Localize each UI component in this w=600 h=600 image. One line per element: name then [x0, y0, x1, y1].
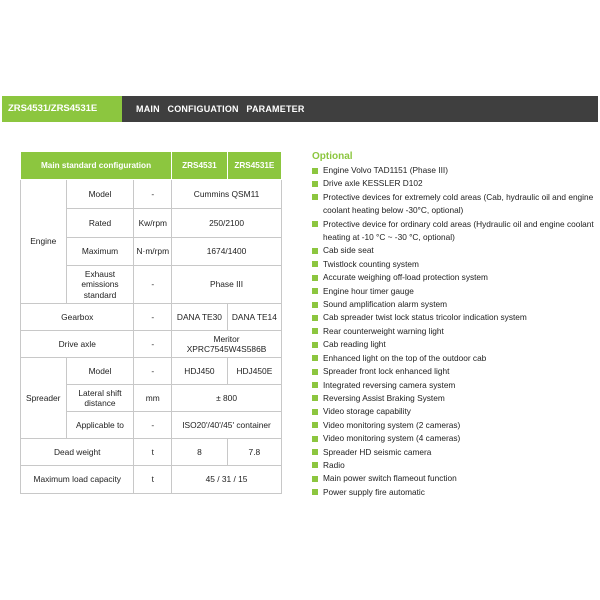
table-row: [21, 180, 282, 209]
list-item: [312, 271, 594, 284]
row-value: Phase III: [172, 266, 282, 304]
list-item: [312, 258, 594, 271]
spreader-group-label: Spreader: [21, 358, 67, 439]
optional-title: Optional: [312, 151, 353, 162]
square-bullet-icon: [312, 275, 318, 281]
list-item-text: Cab reading light: [323, 339, 386, 350]
square-bullet-icon: [312, 382, 318, 388]
list-item: [312, 298, 594, 311]
list-item: [312, 352, 594, 365]
square-bullet-icon: [312, 302, 318, 308]
list-item-text: Video monitoring system (2 cameras): [323, 419, 461, 430]
square-bullet-icon: [312, 476, 318, 482]
row-label: Exhaust emissions standard: [66, 266, 134, 304]
list-item: [312, 338, 594, 351]
spec-header-col1: ZRS4531: [172, 152, 228, 180]
list-item-text: Drive axle KESSLER D102: [323, 178, 423, 189]
list-item: [312, 218, 594, 245]
gearbox-label: Gearbox: [21, 304, 134, 331]
row-value: 45 / 31 / 15: [172, 466, 282, 494]
row-label: Rated: [66, 209, 134, 238]
square-bullet-icon: [312, 449, 318, 455]
square-bullet-icon: [312, 221, 318, 227]
square-bullet-icon: [312, 181, 318, 187]
row-label: Lateral shift distance: [66, 385, 134, 412]
row-unit: Kw/rpm: [134, 209, 172, 238]
row-unit: N·m/rpm: [134, 238, 172, 266]
list-item: [312, 446, 594, 459]
row-unit: -: [134, 412, 172, 439]
square-bullet-icon: [312, 489, 318, 495]
list-item: [312, 472, 594, 485]
list-item-text: Spreader HD seismic camera: [323, 446, 432, 457]
row-unit: t: [134, 466, 172, 494]
list-item-text: Video storage capability: [323, 406, 411, 417]
drive-axle-label: Drive axle: [21, 331, 134, 358]
row-unit: t: [134, 439, 172, 466]
row-unit: -: [134, 358, 172, 385]
square-bullet-icon: [312, 355, 318, 361]
list-item-text: Sound amplification alarm system: [323, 299, 448, 310]
square-bullet-icon: [312, 315, 318, 321]
list-item-text: Radio: [323, 459, 345, 470]
list-item-text: Spreader front lock enhanced light: [323, 366, 450, 377]
dead-weight-label: Dead weight: [21, 439, 134, 466]
list-item: [312, 459, 594, 472]
row-label: Model: [66, 358, 134, 385]
square-bullet-icon: [312, 342, 318, 348]
square-bullet-icon: [312, 288, 318, 294]
list-item: [312, 405, 594, 418]
list-item-text: Twistlock counting system: [323, 258, 419, 269]
square-bullet-icon: [312, 462, 318, 468]
title-banner: [2, 96, 598, 122]
list-item-text: Main power switch flameout function: [323, 473, 457, 484]
list-item: [312, 379, 594, 392]
optional-list: [312, 164, 594, 499]
spec-header-row: [21, 152, 282, 180]
list-item: [312, 392, 594, 405]
row-value: HDJ450E: [227, 358, 281, 385]
row-value: 250/2100: [172, 209, 282, 238]
list-item: [312, 325, 594, 338]
square-bullet-icon: [312, 436, 318, 442]
row-value: Cummins QSM11: [172, 180, 282, 209]
square-bullet-icon: [312, 261, 318, 267]
list-item: [312, 432, 594, 445]
list-item: [312, 244, 594, 257]
row-unit: mm: [134, 385, 172, 412]
list-item: [312, 419, 594, 432]
list-item-text: Accurate weighing off-load protection system: [323, 272, 488, 283]
square-bullet-icon: [312, 248, 318, 254]
list-item: [312, 311, 594, 324]
row-value: 8: [172, 439, 228, 466]
list-item: [312, 365, 594, 378]
list-item-text: Rear counterweight warning light: [323, 325, 444, 336]
square-bullet-icon: [312, 369, 318, 375]
list-item-text: Protective device for ordinary cold areas (Hydraulic oil and engine coolant heating at -10 °C ~ -30 °C, optional): [323, 218, 594, 243]
spec-table: [20, 151, 282, 494]
square-bullet-icon: [312, 328, 318, 334]
list-item-text: Power supply fire automatic: [323, 486, 425, 497]
list-item-text: Cab side seat: [323, 245, 374, 256]
row-unit: -: [134, 331, 172, 358]
engine-group-label: Engine: [21, 180, 67, 304]
list-item: [312, 164, 594, 177]
square-bullet-icon: [312, 194, 318, 200]
row-value: ± 800: [172, 385, 282, 412]
list-item: [312, 177, 594, 190]
table-row: [21, 304, 282, 331]
list-item-text: Reversing Assist Braking System: [323, 392, 445, 403]
square-bullet-icon: [312, 422, 318, 428]
max-load-label: Maximum load capacity: [21, 466, 134, 494]
list-item-text: Enhanced light on the top of the outdoor cab: [323, 352, 487, 363]
list-item-text: Engine hour timer gauge: [323, 285, 414, 296]
list-item: [312, 191, 594, 218]
row-value: DANA TE14: [227, 304, 281, 331]
list-item-text: Integrated reversing camera system: [323, 379, 456, 390]
row-value: 7.8: [227, 439, 281, 466]
row-value: DANA TE30: [172, 304, 228, 331]
list-item-text: Engine Volvo TAD1151 (Phase III): [323, 165, 448, 175]
table-row: [21, 466, 282, 494]
row-unit: -: [134, 180, 172, 209]
table-row: [21, 439, 282, 466]
spec-header-col2: ZRS4531E: [227, 152, 281, 180]
row-label: Maximum: [66, 238, 134, 266]
section-title: MAIN CONFIGUATION PARAMETER: [136, 104, 305, 114]
list-item: [312, 486, 594, 499]
row-value: HDJ450: [172, 358, 228, 385]
square-bullet-icon: [312, 409, 318, 415]
list-item: [312, 285, 594, 298]
spec-header-label: Main standard configuration: [21, 152, 172, 180]
row-value: ISO20'/40'/45' container: [172, 412, 282, 439]
list-item-text: Video monitoring system (4 cameras): [323, 433, 461, 444]
table-row: [21, 358, 282, 385]
row-label: Applicable to: [66, 412, 134, 439]
row-value: 1674/1400: [172, 238, 282, 266]
row-unit: -: [134, 266, 172, 304]
model-name-label: ZRS4531/ZRS4531E: [2, 96, 122, 122]
row-value: Meritor XPRC7545W4S586B: [172, 331, 282, 358]
list-item-text: Protective devices for extremely cold areas (Cab, hydraulic oil and engine coolant heating below -30°C, optional): [323, 191, 594, 216]
table-row: [21, 331, 282, 358]
row-label: Model: [66, 180, 134, 209]
list-item-text: Cab spreader twist lock status tricolor indication system: [323, 312, 527, 323]
row-unit: -: [134, 304, 172, 331]
square-bullet-icon: [312, 395, 318, 401]
square-bullet-icon: [312, 168, 318, 174]
